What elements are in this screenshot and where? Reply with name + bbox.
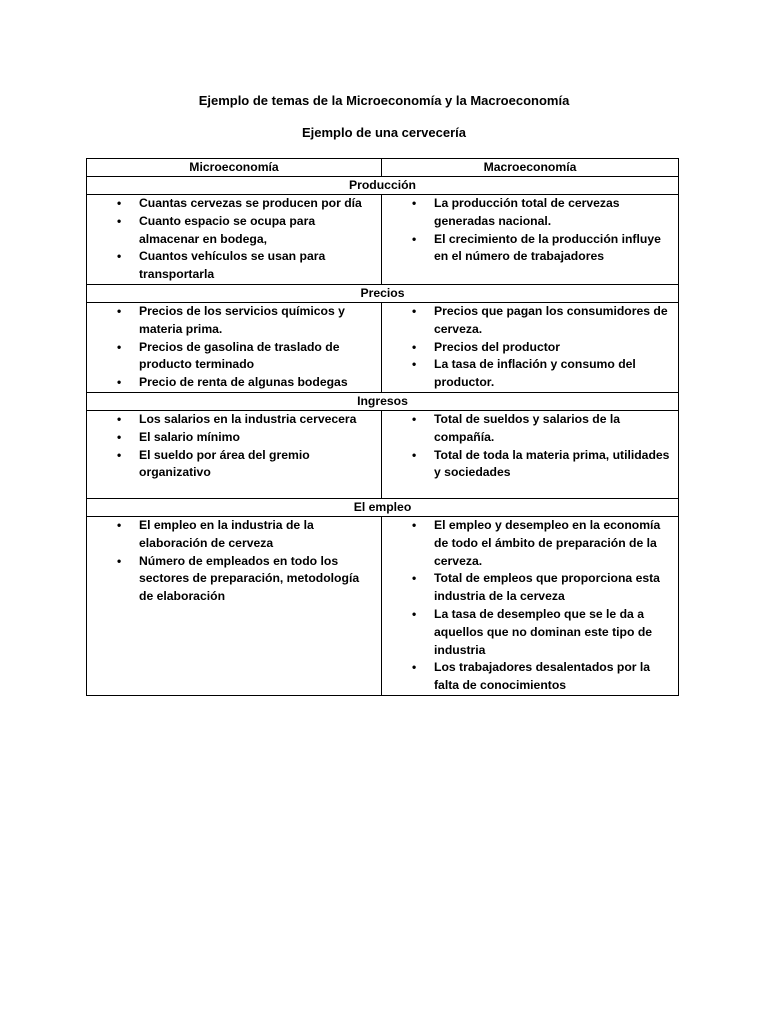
- list-item: • Cuantos vehículos se usan para transportarla: [87, 248, 381, 284]
- macro-cell-precios: [382, 302, 679, 392]
- bullet-list: [87, 303, 381, 392]
- macro-cell-empleo: [382, 516, 679, 695]
- list-item: • El empleo y desempleo en la economía de todo el ámbito de preparación de la cerveza.: [382, 517, 678, 570]
- micro-cell-produccion: [87, 195, 382, 285]
- list-item: • Número de empleados en todo los sectores de preparación, metodología de elaboración: [87, 553, 381, 606]
- table-row: [87, 410, 679, 498]
- list-item: • El sueldo por área del gremio organizativo: [87, 447, 381, 483]
- macro-cell-ingresos: [382, 410, 679, 498]
- list-item: • Total de empleos que proporciona esta industria de la cerveza: [382, 570, 678, 606]
- table-row: [87, 302, 679, 392]
- list-item: • La tasa de desempleo que se le da a aquellos que no dominan este tipo de industria: [382, 606, 678, 659]
- micro-cell-empleo: [87, 516, 382, 695]
- bullet-list: [87, 411, 381, 482]
- list-item: • El salario mínimo: [87, 429, 381, 447]
- table-row: [87, 516, 679, 695]
- column-header-micro: Microeconomía: [87, 159, 382, 177]
- list-item: • Precios de los servicios químicos y materia prima.: [87, 303, 381, 339]
- section-row-empleo: [87, 498, 679, 516]
- table-row: [87, 195, 679, 285]
- list-item: • Precios que pagan los consumidores de cerveza.: [382, 303, 678, 339]
- bullet-list: [382, 411, 678, 482]
- section-header-empleo: El empleo: [87, 498, 679, 516]
- list-item: • El crecimiento de la producción influye en el número de trabajadores: [382, 231, 678, 267]
- document-title: Ejemplo de temas de la Microeconomía y la Macroeconomía: [198, 93, 570, 108]
- list-item: • Los trabajadores desalentados por la falta de conocimientos: [382, 659, 678, 695]
- bullet-list: [382, 303, 678, 392]
- list-item: • Precios de gasolina de traslado de producto terminado: [87, 339, 381, 375]
- comparison-table: [86, 158, 679, 696]
- section-header-precios: Precios: [87, 284, 679, 302]
- micro-cell-precios: [87, 302, 382, 392]
- section-row-produccion: [87, 177, 679, 195]
- bullet-list: [382, 195, 678, 266]
- list-item: • Total de sueldos y salarios de la compañía.: [382, 411, 678, 447]
- list-item: • Total de toda la materia prima, utilidades y sociedades: [382, 447, 678, 483]
- bullet-list: [87, 195, 381, 284]
- micro-cell-ingresos: [87, 410, 382, 498]
- list-item: • La producción total de cervezas generadas nacional.: [382, 195, 678, 231]
- table-header-row: [87, 159, 679, 177]
- list-item: • El empleo en la industria de la elaboración de cerveza: [87, 517, 381, 553]
- list-item: • Cuanto espacio se ocupa para almacenar en bodega,: [87, 213, 381, 249]
- list-item: • Los salarios en la industria cervecera: [87, 411, 381, 429]
- section-header-produccion: Producción: [87, 177, 679, 195]
- macro-cell-produccion: [382, 195, 679, 285]
- bullet-list: [87, 517, 381, 606]
- list-item: • Precios del productor: [382, 339, 678, 357]
- section-row-ingresos: [87, 392, 679, 410]
- bullet-list: [382, 517, 678, 695]
- column-header-macro: Macroeconomía: [382, 159, 679, 177]
- list-item: • Precio de renta de algunas bodegas: [87, 374, 381, 392]
- section-row-precios: [87, 284, 679, 302]
- document-subtitle: Ejemplo de una cervecería: [301, 125, 467, 140]
- list-item: • La tasa de inflación y consumo del productor.: [382, 356, 678, 392]
- list-item: • Cuantas cervezas se producen por día: [87, 195, 381, 213]
- section-header-ingresos: Ingresos: [87, 392, 679, 410]
